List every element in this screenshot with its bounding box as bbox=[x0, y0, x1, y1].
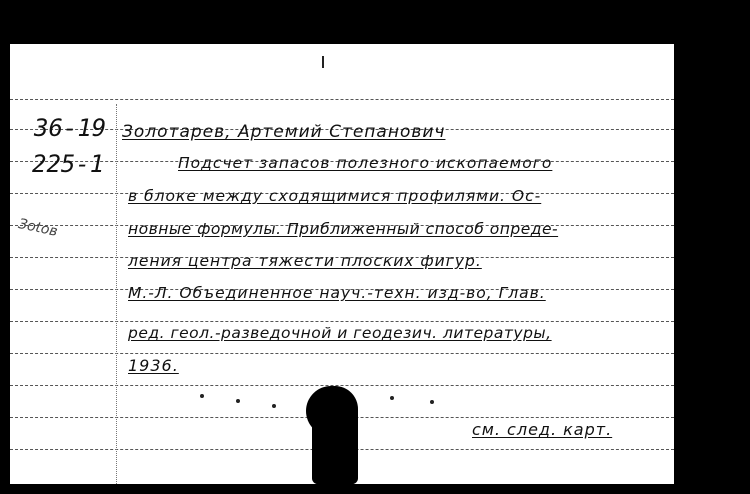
card-rule bbox=[10, 321, 674, 322]
speck bbox=[236, 399, 240, 403]
top-mark bbox=[322, 56, 324, 68]
call-number-primary: 36-19 bbox=[34, 114, 107, 142]
imprint-line-2: ред. геол.-разведочной и геодезич. литературы, bbox=[128, 324, 552, 342]
speck bbox=[272, 404, 276, 408]
speck bbox=[200, 394, 204, 398]
catalog-card bbox=[10, 44, 674, 484]
title-line-2: в блоке между сходящимися профилями. Ос- bbox=[128, 187, 542, 205]
see-next-card: см. след. карт. bbox=[472, 420, 613, 439]
title-line-1: Подсчет запасов полезного ископаемого bbox=[178, 154, 553, 172]
author-line: Золотарев, Артемий Степанович bbox=[122, 122, 446, 142]
faint-stamp: Зotoв bbox=[16, 216, 60, 240]
margin-line bbox=[116, 104, 117, 484]
call-number-secondary: 225-1 bbox=[32, 150, 105, 178]
speck bbox=[430, 400, 434, 404]
card-rule bbox=[10, 99, 674, 100]
card-rule bbox=[10, 353, 674, 354]
imprint-line-1: М.-Л. Объединенное науч.-техн. изд-во, Глав. bbox=[128, 284, 546, 302]
speck bbox=[390, 396, 394, 400]
title-line-3: новные формулы. Приближенный способ опреде- bbox=[128, 220, 559, 238]
ink-blot bbox=[312, 386, 358, 484]
imprint-year: 1936. bbox=[128, 356, 179, 375]
title-line-4: ления центра тяжести плоских фигур. bbox=[128, 252, 482, 270]
card-rule bbox=[10, 385, 674, 386]
